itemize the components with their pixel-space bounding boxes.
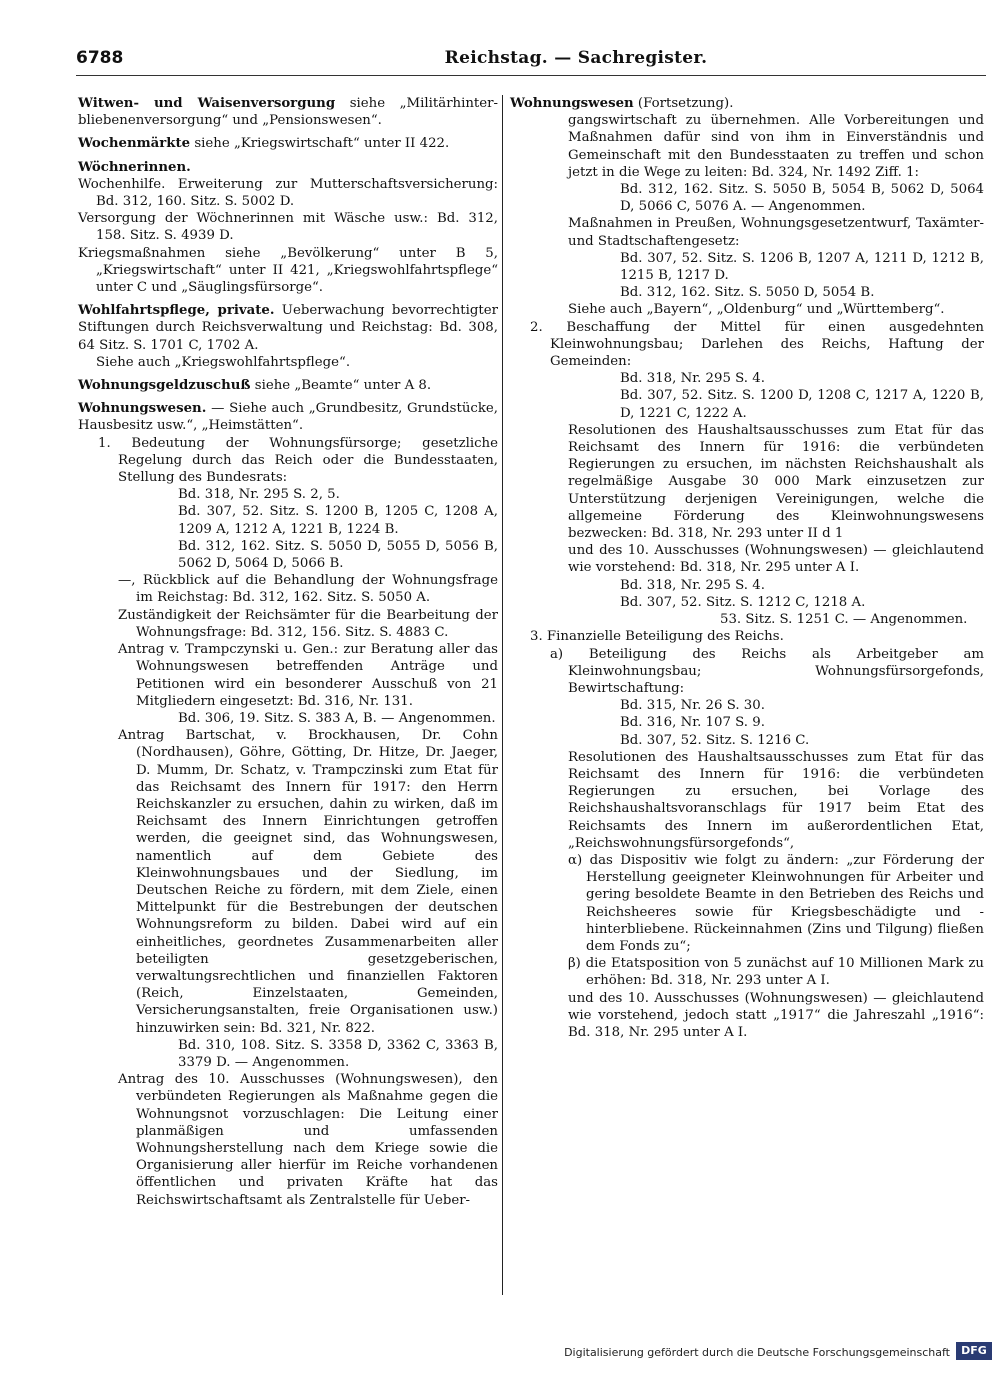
entry-text: —, Rückblick auf die Behandlung der Wohnungsfrage im Reichstag: Bd. 312, 162. Sitz. S. 5050 A.	[118, 573, 498, 606]
index-subentry	[510, 732, 984, 749]
index-subentry	[78, 176, 498, 210]
entry-text: (Fortsetzung).	[633, 96, 734, 111]
index-subentry	[510, 387, 984, 421]
entry-text: Bd. 312, 162. Sitz. S. 5050 D, 5055 D, 5056 B, 5062 D, 5064 D, 5066 B.	[178, 538, 498, 572]
index-subentry	[510, 215, 984, 249]
index-entry	[78, 302, 498, 354]
entry-text: Maßnahmen in Preußen, Wohnungsgesetzentwurf, Taxämter- und Stadtschaftengesetz:	[568, 216, 984, 249]
page-footer	[0, 1336, 1000, 1366]
entry-text: Kriegsmaßnahmen siehe „Bevölkerung“ unter B 5, „Kriegswirtschaft“ unter II 421, „Kriegswohlfahrtspflege“ unter C und „Säuglingsfürsorge“.	[78, 245, 498, 296]
entry-text: Versorgung der Wöchnerinnen mit Wäsche usw.: Bd. 312, 158. Sitz. S. 4939 D.	[78, 211, 498, 244]
entry-text: siehe „Militärhinter-bliebenenversorgung“ und „Pensionswesen“.	[78, 96, 498, 129]
index-subentry	[78, 710, 498, 727]
entry-text: Wochenhilfe. Erweiterung zur Mutterschaftsversicherung: Bd. 312, 160. Sitz. S. 5002 D.	[78, 176, 498, 210]
entry-text: Bd. 318, Nr. 295 S. 2, 5.	[178, 487, 340, 503]
column-divider	[502, 95, 503, 1295]
index-subentry	[78, 1037, 498, 1071]
index-subentry	[78, 727, 498, 1037]
entry-keyword: Wohnungsgeldzuschuß	[78, 378, 251, 394]
index-subentry	[78, 435, 498, 487]
index-subentry	[510, 852, 984, 955]
entry-text: siehe „Kriegswirtschaft“ unter II 422.	[190, 136, 450, 152]
entry-text: Bd. 307, 52. Sitz. S. 1212 C, 1218 A.	[620, 594, 866, 610]
index-subentry	[510, 697, 984, 714]
index-subentry	[510, 319, 984, 371]
index-entry	[78, 400, 498, 434]
entry-text: Bd. 307, 52. Sitz. S. 1216 C.	[620, 732, 810, 748]
entry-text: 2. Beschaffung der Mittel für einen ausgedehnten Kleinwohnungsbau; Darlehen des Reichs, Haftung der Gemeinden:	[530, 319, 984, 370]
running-title: Reichstag. — Sachregister.	[444, 48, 708, 68]
index-subentry	[510, 284, 984, 301]
index-subentry	[510, 990, 984, 1042]
entry-text: 3. Finanzielle Beteiligung des Reichs.	[530, 629, 784, 645]
index-subentry	[78, 1071, 498, 1209]
entry-keyword: Wochenmärkte	[78, 136, 191, 152]
entry-text: Bd. 318, Nr. 295 S. 4.	[620, 371, 765, 387]
index-subentry	[78, 572, 498, 606]
index-subentry	[78, 538, 498, 572]
right-column	[510, 95, 984, 1041]
entry-text: — Siehe auch „Grundbesitz, Grundstücke, Hausbesitz usw.“, „Heimstätten“.	[78, 401, 498, 434]
entry-text: gangswirtschaft zu übernehmen. Alle Vorbereitungen und Maßnahmen dafür sind von ihm in Einverständnis und Gemeinschaft mit den Bundesstaaten zu treffen und schon jetzt in die Wege zu leiten: Bd. 324, Nr. 1492 Ziff. 1:	[568, 113, 984, 180]
entry-text: α) das Dispositiv wie folgt zu ändern: „zur Förderung der Herstellung geeigneter Kleinwohnungen für Arbeiter und gering besoldete Beamte in den Betrieben des Reichs und Reichsheeres sowie für Kriegsbeschädigte und -hinterbliebene. Rückeinnahmen (Zins und Tilgung) fließen dem Fonds zu“;	[568, 852, 984, 954]
entry-text: Ueberwachung bevorrechtigter Stiftungen durch Reichsverwaltung und Reichstag: Bd. 308, 64 Sitz. S. 1701 C, 1702 A.	[78, 303, 498, 353]
entry-text: β) die Etatsposition von 5 zunächst auf 10 Millionen Mark zu erhöhen: Bd. 318, Nr. 293 unter A I.	[568, 956, 984, 989]
entry-text: Antrag des 10. Ausschusses (Wohnungswesen), den verbündeten Regierungen als Maßnahme gegen die Wohnungsnot vorzuschlagen: Die Leitung einer planmäßigen und umfassenden Wohnungsherstellung nach dem Kriege sowie die Organisierung aller hierfür im Reiche vorhandenen öffentlichen und privaten Kräfte hat das Reichswirtschaftsamt als Zentralstelle für Ueber-	[118, 1072, 498, 1208]
index-subentry	[78, 486, 498, 503]
index-subentry	[510, 301, 984, 318]
entry-text: Resolutionen des Haushaltsausschusses zum Etat für das Reichsamt des Innern für 1916: die verbündeten Regierungen zu ersuchen, im nächsten Reichshaushalt als regelmäßige Ausgabe 30 000 Mark einzusetzen zur Unterstützung derjenigen Vereinigungen, welche die allgemeine Förderung des Kleinwohnungswesens bezwecken: Bd. 318, Nr. 293 unter II d 1	[568, 422, 984, 542]
entry-text: Antrag v. Trampczynski u. Gen.: zur Beratung aller das Wohnungswesen betreffenden Anträge und Petitionen wird ein besonderer Ausschuß von 21 Mitgliedern eingesetzt: Bd. 316, Nr. 131.	[118, 642, 498, 709]
entry-text: Siehe auch „Kriegswohlfahrtspflege“.	[96, 354, 351, 370]
index-entry	[78, 159, 498, 176]
entry-text: Siehe auch „Bayern“, „Oldenburg“ und „Württemberg“.	[568, 302, 945, 318]
entry-text: und des 10. Ausschusses (Wohnungswesen) — gleichlautend wie vorstehend, jedoch statt „1917“ die Jahreszahl „1916“: Bd. 318, Nr. 295 unter A I.	[568, 990, 984, 1040]
index-entry	[78, 95, 498, 129]
header-rule	[76, 75, 986, 76]
entry-text: Antrag Bartschat, v. Brockhausen, Dr. Cohn (Nordhausen), Göhre, Götting, Dr. Hitze, Dr. Jaeger, D. Mumm, Dr. Schatz, v. Trampczinski zum Etat für das Reichsamt des Innern für 1917: den Herrn Reichskanzler zu ersuchen, dahin zu wirken, daß im Reichsamt des Innern Einrichtungen getroffen werden, die geeignet sind, das Wohnungswesen, namentlich auf dem Gebiete des Kleinwohnungsbaues und der Siedlung, im Deutschen Reiche zu fördern, mit dem Ziele, einen Mittelpunkt für die Bestrebungen der deutschen Wohnungsreform zu bilden. Dabei wird auf ein einheitliches, geordnetes Zusammenarbeiten aller beteiligten gesetzgeberischen, verwaltungsrechtlichen und finanziellen Faktoren (Reich, Einzelstaaten, Gemeinden, Versicherungsanstalten, freie Organisationen usw.) hinzuwirken sein: Bd. 321, Nr. 822.	[118, 728, 498, 1036]
entry-keyword: Wöchnerinnen.	[78, 159, 191, 175]
funding-notice: Digitalisierung gefördert durch die Deutsche Forschungsgemeinschaft	[564, 1346, 950, 1359]
entry-text: siehe „Beamte“ unter A 8.	[250, 378, 432, 394]
entry-text: Bd. 316, Nr. 107 S. 9.	[620, 715, 765, 731]
index-subentry	[510, 628, 984, 645]
left-column	[78, 95, 498, 1209]
index-subentry	[510, 250, 984, 284]
entry-text: Bd. 307, 52. Sitz. S. 1206 B, 1207 A, 1211 D, 1212 B, 1215 B, 1217 D.	[620, 250, 984, 284]
index-entry	[78, 135, 498, 152]
entry-text: Bd. 307, 52. Sitz. S. 1200 B, 1205 C, 1208 A, 1209 A, 1212 A, 1221 B, 1224 B.	[178, 504, 498, 537]
index-subentry	[510, 112, 984, 181]
index-subentry	[78, 210, 498, 244]
entry-text: Bd. 307, 52. Sitz. S. 1200 D, 1208 C, 1217 A, 1220 B, D, 1221 C, 1222 A.	[620, 388, 984, 421]
index-subentry	[510, 611, 984, 628]
index-subentry	[510, 542, 984, 576]
index-subentry	[510, 422, 984, 542]
entry-text: Zuständigkeit der Reichsämter für die Bearbeitung der Wohnungsfrage: Bd. 312, 156. Sitz. S. 4883 C.	[118, 607, 498, 640]
entry-text: Bd. 312, 162. Sitz. S. 5050 B, 5054 B, 5062 D, 5064 D, 5066 C, 5076 A. — Angenommen.	[620, 182, 984, 215]
entry-text: Bd. 312, 162. Sitz. S. 5050 D, 5054 B.	[620, 285, 875, 301]
entry-text: a) Beteiligung des Reichs als Arbeitgeber am Kleinwohnungsbau; Wohnungsfürsorgefonds, Bewirtschaftung:	[550, 646, 984, 696]
index-subentry	[510, 594, 984, 611]
entry-keyword: Wohnungswesen	[510, 96, 634, 111]
index-subentry	[78, 245, 498, 297]
entry-text: Bd. 318, Nr. 295 S. 4.	[620, 577, 765, 593]
page-header	[76, 48, 980, 72]
index-subentry	[510, 714, 984, 731]
index-subentry	[78, 607, 498, 641]
index-subentry	[510, 749, 984, 852]
index-subentry	[510, 646, 984, 698]
entry-text: 53. Sitz. S. 1251 C. — Angenommen.	[720, 612, 968, 628]
entry-keyword: Wohlfahrtspflege, private.	[78, 303, 275, 319]
entry-text: und des 10. Ausschusses (Wohnungswesen) — gleichlautend wie vorstehend: Bd. 318, Nr. 295 unter A I.	[568, 543, 984, 576]
index-subentry	[510, 370, 984, 387]
index-subentry	[510, 181, 984, 215]
dfg-logo: DFG	[956, 1342, 992, 1360]
entry-text: Bd. 306, 19. Sitz. S. 383 A, B. — Angenommen.	[178, 710, 496, 726]
index-subentry	[510, 955, 984, 989]
entry-text: Bd. 310, 108. Sitz. S. 3358 D, 3362 C, 3363 B, 3379 D. — Angenommen.	[178, 1037, 498, 1070]
entry-text: Bd. 315, Nr. 26 S. 30.	[620, 698, 765, 714]
index-entry	[78, 377, 498, 394]
index-entry	[510, 95, 984, 112]
index-subentry	[78, 354, 498, 371]
entry-text: 1. Bedeutung der Wohnungsfürsorge; gesetzliche Regelung durch das Reich oder die Bundesstaaten, Stellung des Bundesrats:	[98, 435, 498, 486]
entry-text: Resolutionen des Haushaltsausschusses zum Etat für das Reichsamt des Innern für 1916: die verbündeten Regierungen zu ersuchen, bei Vorlage des Reichshaushaltsvoranschlags für 1917 beim Etat des Reichsamts des Innern im außerordentlichen Etat, „Reichswohnungsfürsorgefonds“,	[568, 749, 984, 851]
index-subentry	[510, 577, 984, 594]
index-subentry	[78, 503, 498, 537]
page-number: 6788	[76, 48, 124, 68]
entry-keyword: Wohnungswesen.	[78, 401, 207, 417]
entry-keyword: Witwen- und Waisenversorgung	[78, 96, 336, 111]
index-subentry	[78, 641, 498, 710]
